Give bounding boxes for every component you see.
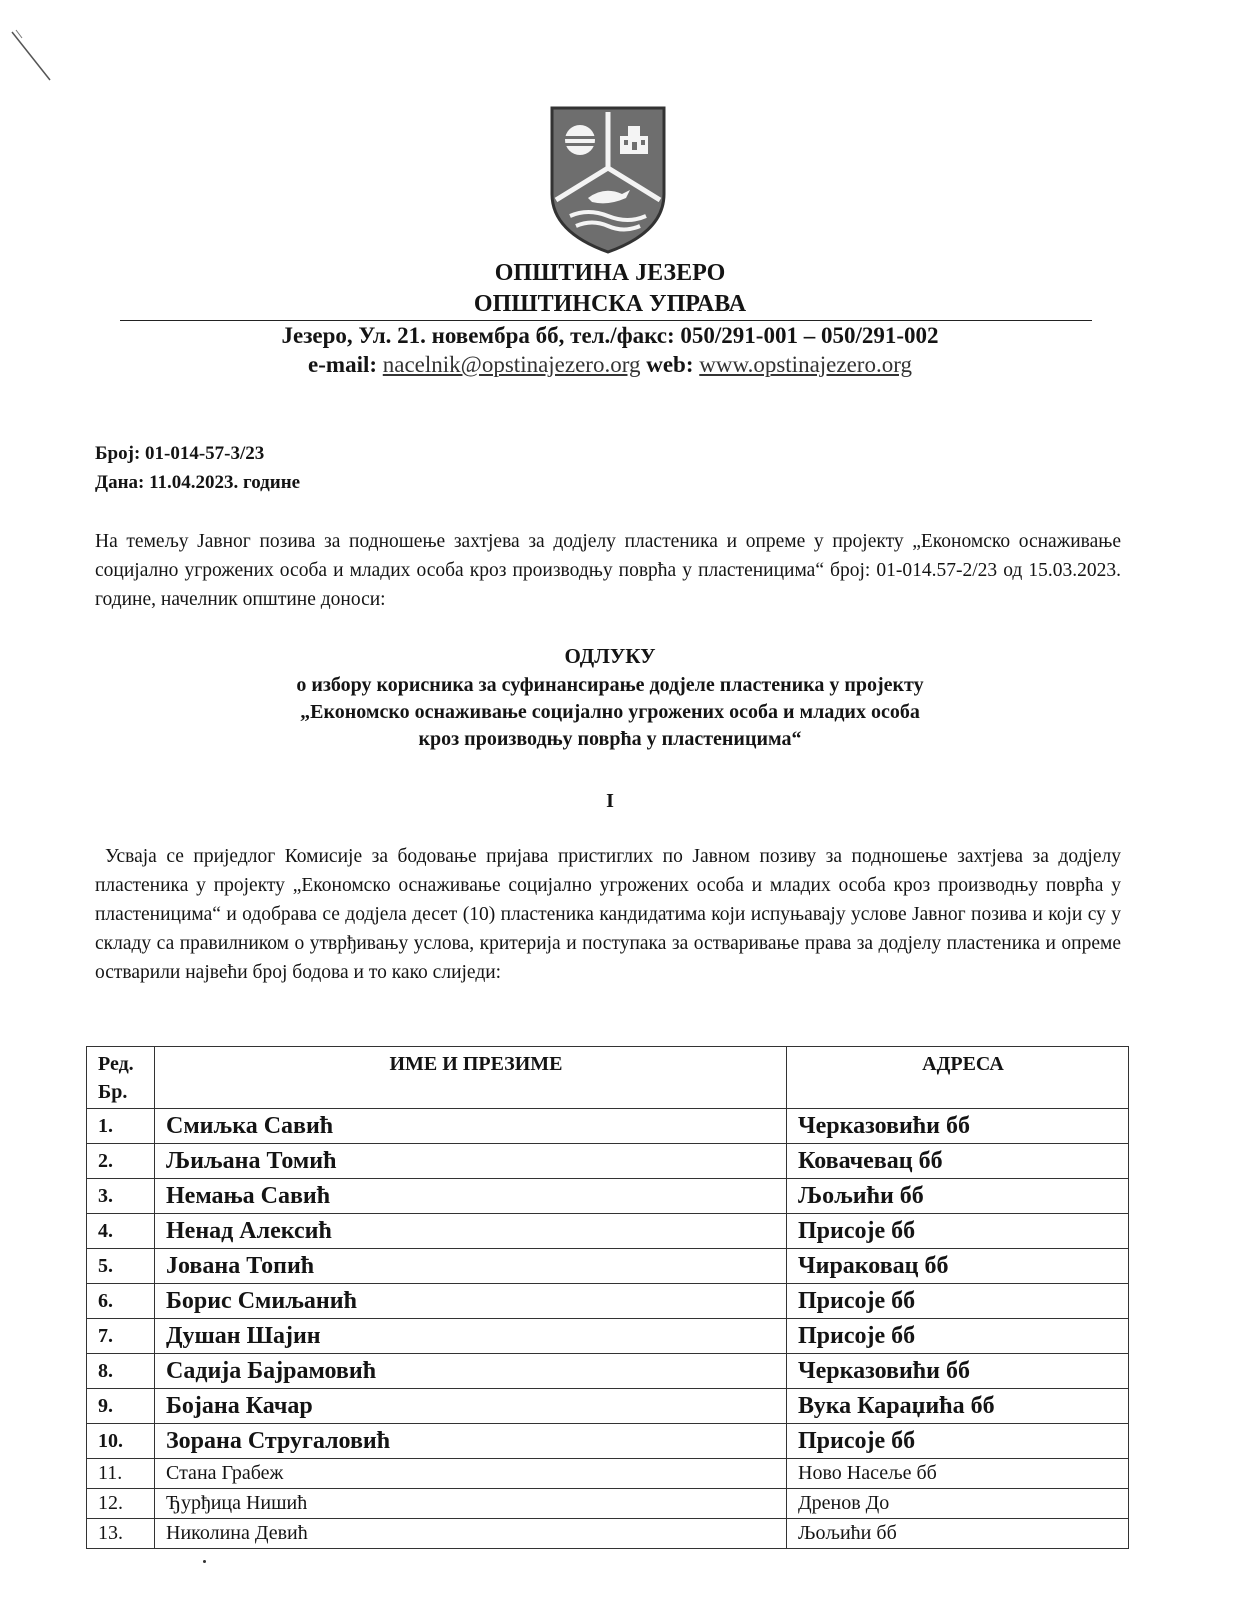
row-number: 3. xyxy=(87,1179,155,1214)
row-number: 8. xyxy=(87,1354,155,1389)
table-row xyxy=(87,1179,1129,1214)
row-name: Смиљка Савић xyxy=(155,1109,787,1144)
decision-body: Усваја се приједлог Комисије за бодовање пријава пристиглих по Јавном позиву за подношење захтјева за додјелу пластеника у пројекту „Економско оснаживање социјално угрожених особа и младих особа кроз производњу поврћа у пластеницима“ и одобрава се додјела десет (10) пластеника кандидатима који испуњавају услове Јавног позива и који су у складу са правилником о утврђивању услова, критерија и поступака за остваривање права за додјелу пластеника и опреме остварили највећи број бодова и то како слиједи: xyxy=(95,846,1121,983)
row-number: 2. xyxy=(87,1144,155,1179)
decision-subtitle-1: о избору корисника за суфинансирање додјеле пластеника у пројекту xyxy=(296,674,924,696)
column-header-number: Ред. Бр. xyxy=(87,1047,155,1109)
row-number: 6. xyxy=(87,1284,155,1319)
intro-paragraph: На темељу Јавног позива за подношење захтјева за додјелу пластеника и опреме у пројекту „Економско оснаживање социјално угрожених особа и младих особа кроз производњу поврћа у пластеницима“ број: 01-014.57-2/23 од 15.03.2023. године, начелник општине доноси: xyxy=(95,531,1121,610)
row-name: Бојана Качар xyxy=(155,1389,787,1424)
scan-speck xyxy=(203,1560,206,1563)
row-address: Љољићи бб xyxy=(787,1179,1129,1214)
document-date: Дана: 11.04.2023. године xyxy=(95,472,301,493)
row-address: Черказовићи бб xyxy=(787,1354,1129,1389)
row-address: Присоје бб xyxy=(787,1319,1129,1354)
web-label: web: xyxy=(646,352,694,377)
row-number: 10. xyxy=(87,1424,155,1459)
row-number: 5. xyxy=(87,1249,155,1284)
row-address: Љољићи бб xyxy=(787,1519,1129,1549)
administration-name: ОПШТИНСКА УПРАВА xyxy=(473,291,747,317)
table-row xyxy=(87,1389,1129,1424)
row-address: Присоје бб xyxy=(787,1214,1129,1249)
row-number: 13. xyxy=(87,1519,155,1549)
table-row xyxy=(87,1109,1129,1144)
row-number: 1. xyxy=(87,1109,155,1144)
row-number: 12. xyxy=(87,1489,155,1519)
row-address: Ново Насеље бб xyxy=(787,1459,1129,1489)
table-row xyxy=(87,1424,1129,1459)
decision-subtitle-3: кроз производњу поврћа у пластеницима“ xyxy=(418,728,802,750)
table-row xyxy=(87,1284,1129,1319)
row-address: Присоје бб xyxy=(787,1284,1129,1319)
address-line: Језеро, Ул. 21. новембра бб, тел./факс: 050/291-001 – 050/291-002 xyxy=(281,323,939,348)
row-name: Борис Смиљанић xyxy=(155,1284,787,1319)
row-address: Чираковац бб xyxy=(787,1249,1129,1284)
row-name: Љиљана Томић xyxy=(155,1144,787,1179)
table-row xyxy=(87,1354,1129,1389)
row-name: Душан Шајин xyxy=(155,1319,787,1354)
table-row xyxy=(87,1519,1129,1549)
header-divider xyxy=(120,320,1092,321)
table-row xyxy=(87,1459,1129,1489)
table-row xyxy=(87,1249,1129,1284)
row-number: 9. xyxy=(87,1389,155,1424)
row-name: Николина Девић xyxy=(155,1519,787,1549)
row-name: Јована Топић xyxy=(155,1249,787,1284)
decision-title: ОДЛУКУ xyxy=(564,644,656,668)
row-number: 7. xyxy=(87,1319,155,1354)
table-header-row xyxy=(87,1047,1129,1109)
municipality-name: ОПШТИНА ЈЕЗЕРО xyxy=(494,260,726,286)
email-label: e-mail: xyxy=(308,352,378,377)
row-address: Ковачевац бб xyxy=(787,1144,1129,1179)
row-address: Черказовићи бб xyxy=(787,1109,1129,1144)
row-number: 4. xyxy=(87,1214,155,1249)
table-row xyxy=(87,1319,1129,1354)
row-name: Ненад Алексић xyxy=(155,1214,787,1249)
row-name: Стана Грабеж xyxy=(155,1459,787,1489)
row-name: Садија Бајрамовић xyxy=(155,1354,787,1389)
row-name: Ђурђица Нишић xyxy=(155,1489,787,1519)
municipal-coat-of-arms-icon xyxy=(548,106,668,254)
row-address: Присоје бб xyxy=(787,1424,1129,1459)
scan-mark xyxy=(8,26,58,86)
section-number: I xyxy=(606,790,614,812)
web-link[interactable]: www.opstinajezero.org xyxy=(699,352,912,377)
column-header-address: АДРЕСА xyxy=(787,1047,1129,1109)
beneficiaries-table xyxy=(86,1046,1129,1549)
row-address: Вука Караџића бб xyxy=(787,1389,1129,1424)
contact-line xyxy=(120,352,1100,378)
row-name: Немања Савић xyxy=(155,1179,787,1214)
document-number: Број: 01-014-57-3/23 xyxy=(95,443,265,464)
row-number: 11. xyxy=(87,1459,155,1489)
table-row xyxy=(87,1214,1129,1249)
email-link[interactable]: nacelnik@opstinajezero.org xyxy=(382,352,641,377)
column-header-name: ИМЕ И ПРЕЗИМЕ xyxy=(155,1047,787,1109)
table-row xyxy=(87,1144,1129,1179)
row-address: Дренов До xyxy=(787,1489,1129,1519)
table-row xyxy=(87,1489,1129,1519)
decision-subtitle-2: „Економско оснаживање социјално угрожених особа и младих особа xyxy=(300,701,920,723)
row-name: Зорана Стругаловић xyxy=(155,1424,787,1459)
